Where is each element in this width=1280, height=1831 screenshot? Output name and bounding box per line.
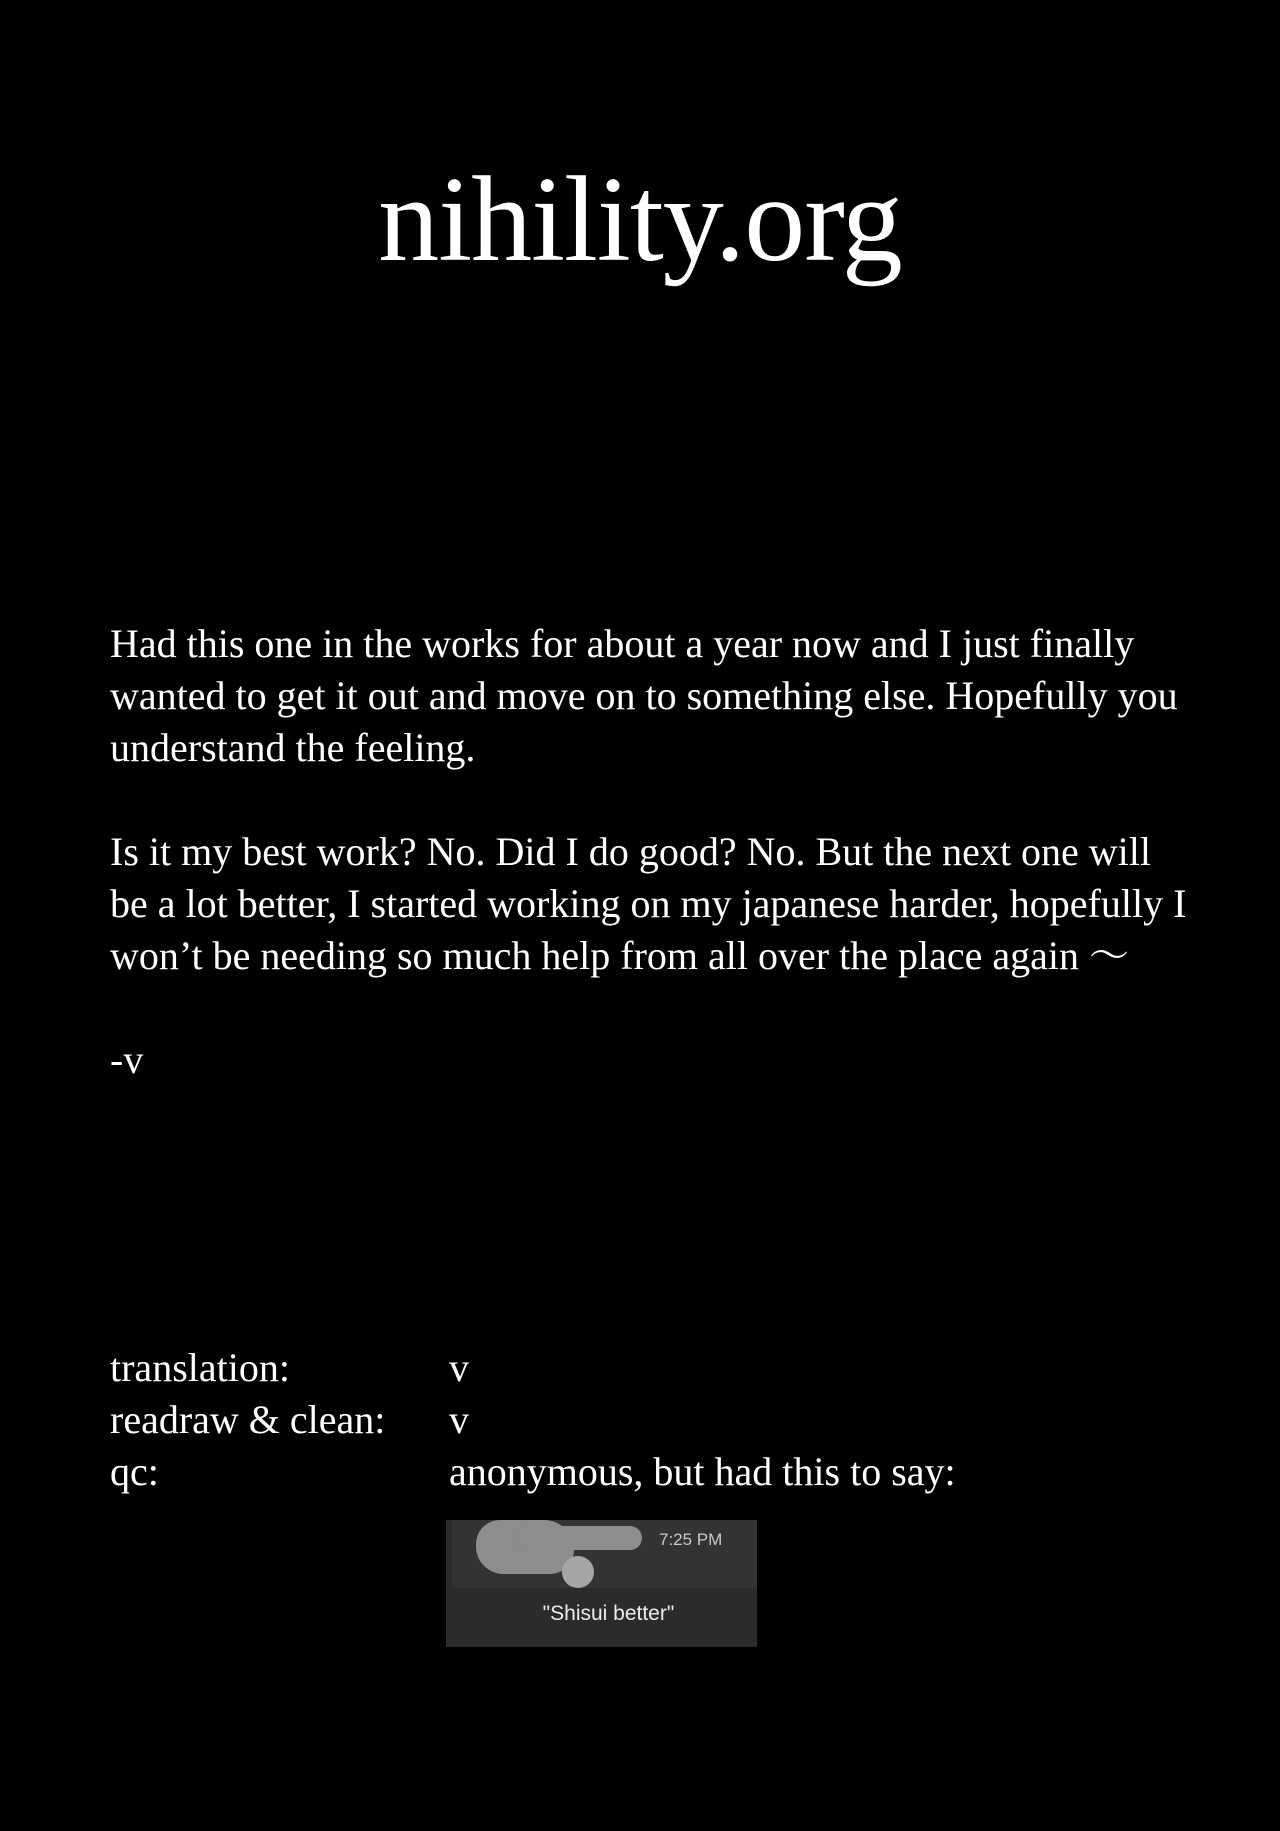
credit-name: v <box>449 1345 469 1390</box>
chat-message-screenshot <box>446 1520 757 1647</box>
credit-name: v <box>449 1397 469 1442</box>
note-paragraph-1: Had this one in the works for about a year now and I just finally wanted to get it out and move on to something else. Hopefully you understand the feeling. <box>110 621 1178 770</box>
credit-role: translation: <box>110 1345 290 1390</box>
credit-row-translation <box>110 1342 956 1394</box>
redacted-username <box>514 1526 642 1550</box>
redacted-avatar-dot <box>562 1556 594 1588</box>
site-title: nihility.org <box>378 152 902 287</box>
credit-row-redraw-clean <box>110 1394 956 1446</box>
chat-message-time: 7:25 PM <box>659 1530 723 1549</box>
note-paragraph-2: Is it my best work? No. Did I do good? No. But the next one will be a lot better, I started working on my japanese harder, hopefully I won’t be needing so much help from all over the place again 〜 <box>110 829 1187 978</box>
credit-name: anonymous, but had this to say: <box>449 1449 956 1494</box>
credit-role: qc: <box>110 1449 159 1494</box>
credits-list <box>110 1342 956 1498</box>
credit-row-qc <box>110 1446 956 1498</box>
credit-role: readraw & clean: <box>110 1397 386 1442</box>
chat-message-text: "Shisui better" <box>542 1602 675 1625</box>
chat-message-header <box>452 1520 757 1588</box>
note-signature: -v <box>110 1037 144 1082</box>
translator-note <box>110 618 1190 1086</box>
